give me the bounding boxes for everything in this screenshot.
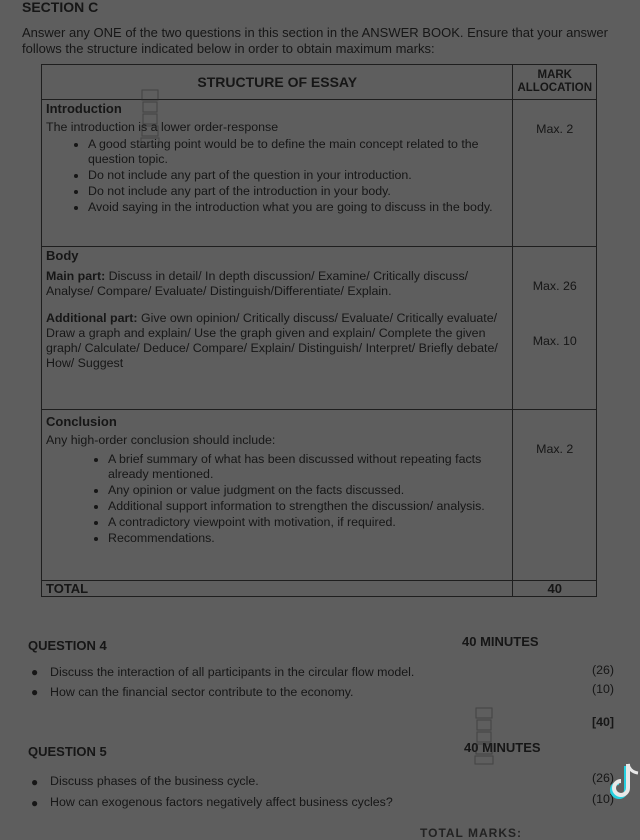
- total-value: 40: [513, 581, 597, 597]
- conclusion-row: [42, 410, 597, 581]
- question5-time: 40 MINUTES: [464, 740, 541, 755]
- list-item: • Any opinion or value judgment on the facts discussed.: [108, 483, 508, 498]
- total-label: TOTAL: [42, 581, 513, 597]
- bullet-icon: ●: [31, 796, 39, 810]
- list-item: • Do not include any part of the question in your introduction.: [88, 168, 508, 183]
- introduction-text: The introduction is a lower order-response: [46, 120, 279, 134]
- introduction-mark: Max. 2: [513, 100, 597, 247]
- conclusion-text: Any high-order conclusion should include:: [46, 433, 276, 447]
- question5-title: QUESTION 5: [28, 744, 107, 759]
- header-mark-allocation: [513, 65, 597, 100]
- additional-part-mark: Max. 10: [532, 334, 577, 348]
- question4-title: QUESTION 4: [28, 638, 107, 653]
- header-structure: STRUCTURE OF ESSAY: [42, 65, 513, 100]
- list-item: • Additional support information to strengthen the discussion/ analysis.: [108, 499, 508, 514]
- section-title: SECTION C: [22, 0, 99, 15]
- body-main-part: [46, 269, 508, 299]
- table-header-row: [42, 65, 597, 100]
- list-item: • Do not include any part of the introduction in your body.: [88, 184, 508, 199]
- body-heading: Body: [46, 248, 79, 263]
- total-row: [42, 581, 597, 597]
- question4-item-2-mark: (10): [592, 682, 615, 696]
- tiktok-logo-icon: [606, 760, 640, 806]
- body-marks: [513, 247, 597, 410]
- bullet-icon: ●: [31, 665, 39, 679]
- introduction-heading: Introduction: [46, 101, 122, 116]
- list-item: • Avoid saying in the introduction what you are going to discuss in the body.: [88, 200, 508, 215]
- tower-stamp-icon: [140, 88, 160, 148]
- list-item: • A contradictory viewpoint with motivation, if required.: [108, 515, 508, 530]
- conclusion-bullets: [46, 452, 508, 546]
- bullet-icon: ●: [31, 685, 39, 699]
- essay-structure-table: [41, 64, 597, 597]
- additional-part-text: Give own opinion/ Critically discuss/ Evaluate/ Critically evaluate/ Draw a graph and explain/ Use the graph given and explain/ Complete the given graph/ Calculate/ Deduce/ Compare/ Explain/ Distinguish/ Interpret/ Briefly debate/ How/ Suggest: [46, 311, 498, 370]
- question4-item-2: How can the financial sector contribute to the economy.: [50, 685, 354, 699]
- question4-item-1: Discuss the interaction of all participants in the circular flow model.: [50, 665, 415, 679]
- question5-item-1: Discuss phases of the business cycle.: [50, 774, 259, 788]
- bullet-icon: ●: [31, 775, 39, 789]
- question4-time: 40 MINUTES: [462, 634, 539, 649]
- question5-item-1-mark: (26): [592, 771, 615, 785]
- question5-item-2-mark: (10): [592, 792, 615, 806]
- conclusion-cell: [42, 410, 513, 581]
- question4-total: [40]: [592, 715, 615, 729]
- introduction-cell: [42, 100, 513, 247]
- main-part-label: Main part:: [46, 269, 106, 283]
- introduction-row: [42, 100, 597, 247]
- total-marks-footer: TOTAL MARKS:: [420, 826, 522, 840]
- additional-part-label: Additional part:: [46, 311, 138, 325]
- body-row: [42, 247, 597, 410]
- question5-item-2: How can exogenous factors negatively affect business cycles?: [50, 795, 393, 809]
- question4-item-1-mark: (26): [592, 663, 615, 677]
- header-mark-line1: MARK: [537, 69, 572, 81]
- main-part-mark: Max. 26: [532, 279, 577, 293]
- body-cell: [42, 247, 513, 410]
- instructions: Answer any ONE of the two questions in this section in the ANSWER BOOK. Ensure that your answer follows the structure indicated below in order to obtain maximum marks:: [22, 25, 608, 56]
- list-item: • A good starting point would be to define the main concept related to the question topic.: [88, 137, 508, 167]
- header-mark-line2: ALLOCATION: [517, 82, 592, 94]
- tower-stamp-icon: [474, 706, 494, 766]
- conclusion-heading: Conclusion: [46, 414, 117, 429]
- body-additional-part: [46, 311, 508, 371]
- main-part-text: Discuss in detail/ In depth discussion/ Examine/ Critically discuss/ Analyse/ Compare/ Evaluate/ Distinguish/Differentiate/ Explain.: [46, 269, 469, 298]
- conclusion-mark: Max. 2: [513, 410, 597, 581]
- introduction-bullets: [46, 137, 508, 215]
- list-item: • A brief summary of what has been discussed without repeating facts already mentioned.: [108, 452, 508, 482]
- list-item: • Recommendations.: [108, 531, 508, 546]
